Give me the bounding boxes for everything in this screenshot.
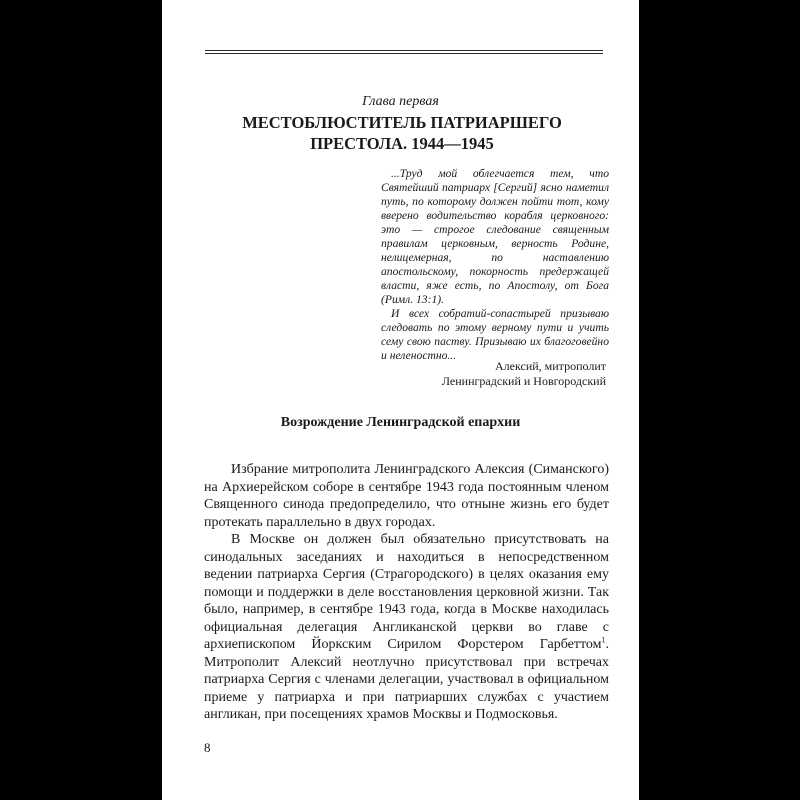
- chapter-label: Глава первая: [362, 94, 439, 109]
- page-number: 8: [204, 740, 211, 755]
- section-title: Возрождение Ленинградской епархии: [280, 415, 521, 430]
- signature-title: Ленинградский и Новгородский: [441, 374, 606, 388]
- body-text-segment: . Митрополит Алексий неотлучно присутствовал при встречах патриарха Сергия с членами делегации, участвовал в официальном приеме у патриарха и при патриарших службах с участием англикан, при посещениях храмов Москвы и Подмосковья.: [204, 637, 609, 722]
- footnote-reference[interactable]: 1: [601, 635, 606, 645]
- header-rule-bottom: [205, 53, 603, 54]
- epigraph: [381, 167, 609, 363]
- epigraph-paragraph: И всех собратий-сопастырей призываю следовать по этому верному пути и учить сему свою паству. Призываю их благоговейно и неленостно...: [381, 307, 609, 362]
- chapter-title: МЕСТОБЛЮСТИТЕЛЬ ПАТРИАРШЕГО ПРЕСТОЛА. 1944—1945: [242, 113, 562, 153]
- signature-name: Алексий, митрополит: [494, 359, 606, 373]
- body-paragraph: [204, 531, 609, 724]
- epigraph-signature: [381, 359, 606, 389]
- header-rule-top: [205, 50, 603, 51]
- book-page: [162, 0, 639, 800]
- body-paragraph: Избрание митрополита Ленинградского Алексия (Симанского) на Архиерейском соборе в сентябре 1943 года постоянным членом Священного синода предопределило, что отныне жизнь его будет протекать параллельно в двух городах.: [204, 462, 609, 530]
- epigraph-paragraph: ...Труд мой облегчается тем, что Святейший патриарх [Сергий] ясно наметил путь, по которому должен пойти тот, кому вверено водительство корабля церковного: это — строгое следование священным правилам церковным, верность Родине, нелицемерная, по наставлению апостольскому, покорность предержащей власти, яже есть, по Апостолу, от Бога (Римл. 13:1).: [381, 167, 609, 306]
- body-text: [204, 461, 609, 724]
- body-text-segment: В Москве он должен был обязательно присутствовать на синодальных заседаниях и находиться в непосредственном ведении патриарха Сергия (Страгородского) в целях оказания ему помощи и поддержки в деле восстановления церковной жизни. Так было, например, в сентябре 1943 года, когда в Москве находилась официальная делегация Англиканской церкви во главе с архиепископом Йоркским Сирилом Форстером Гарбеттом: [204, 532, 609, 652]
